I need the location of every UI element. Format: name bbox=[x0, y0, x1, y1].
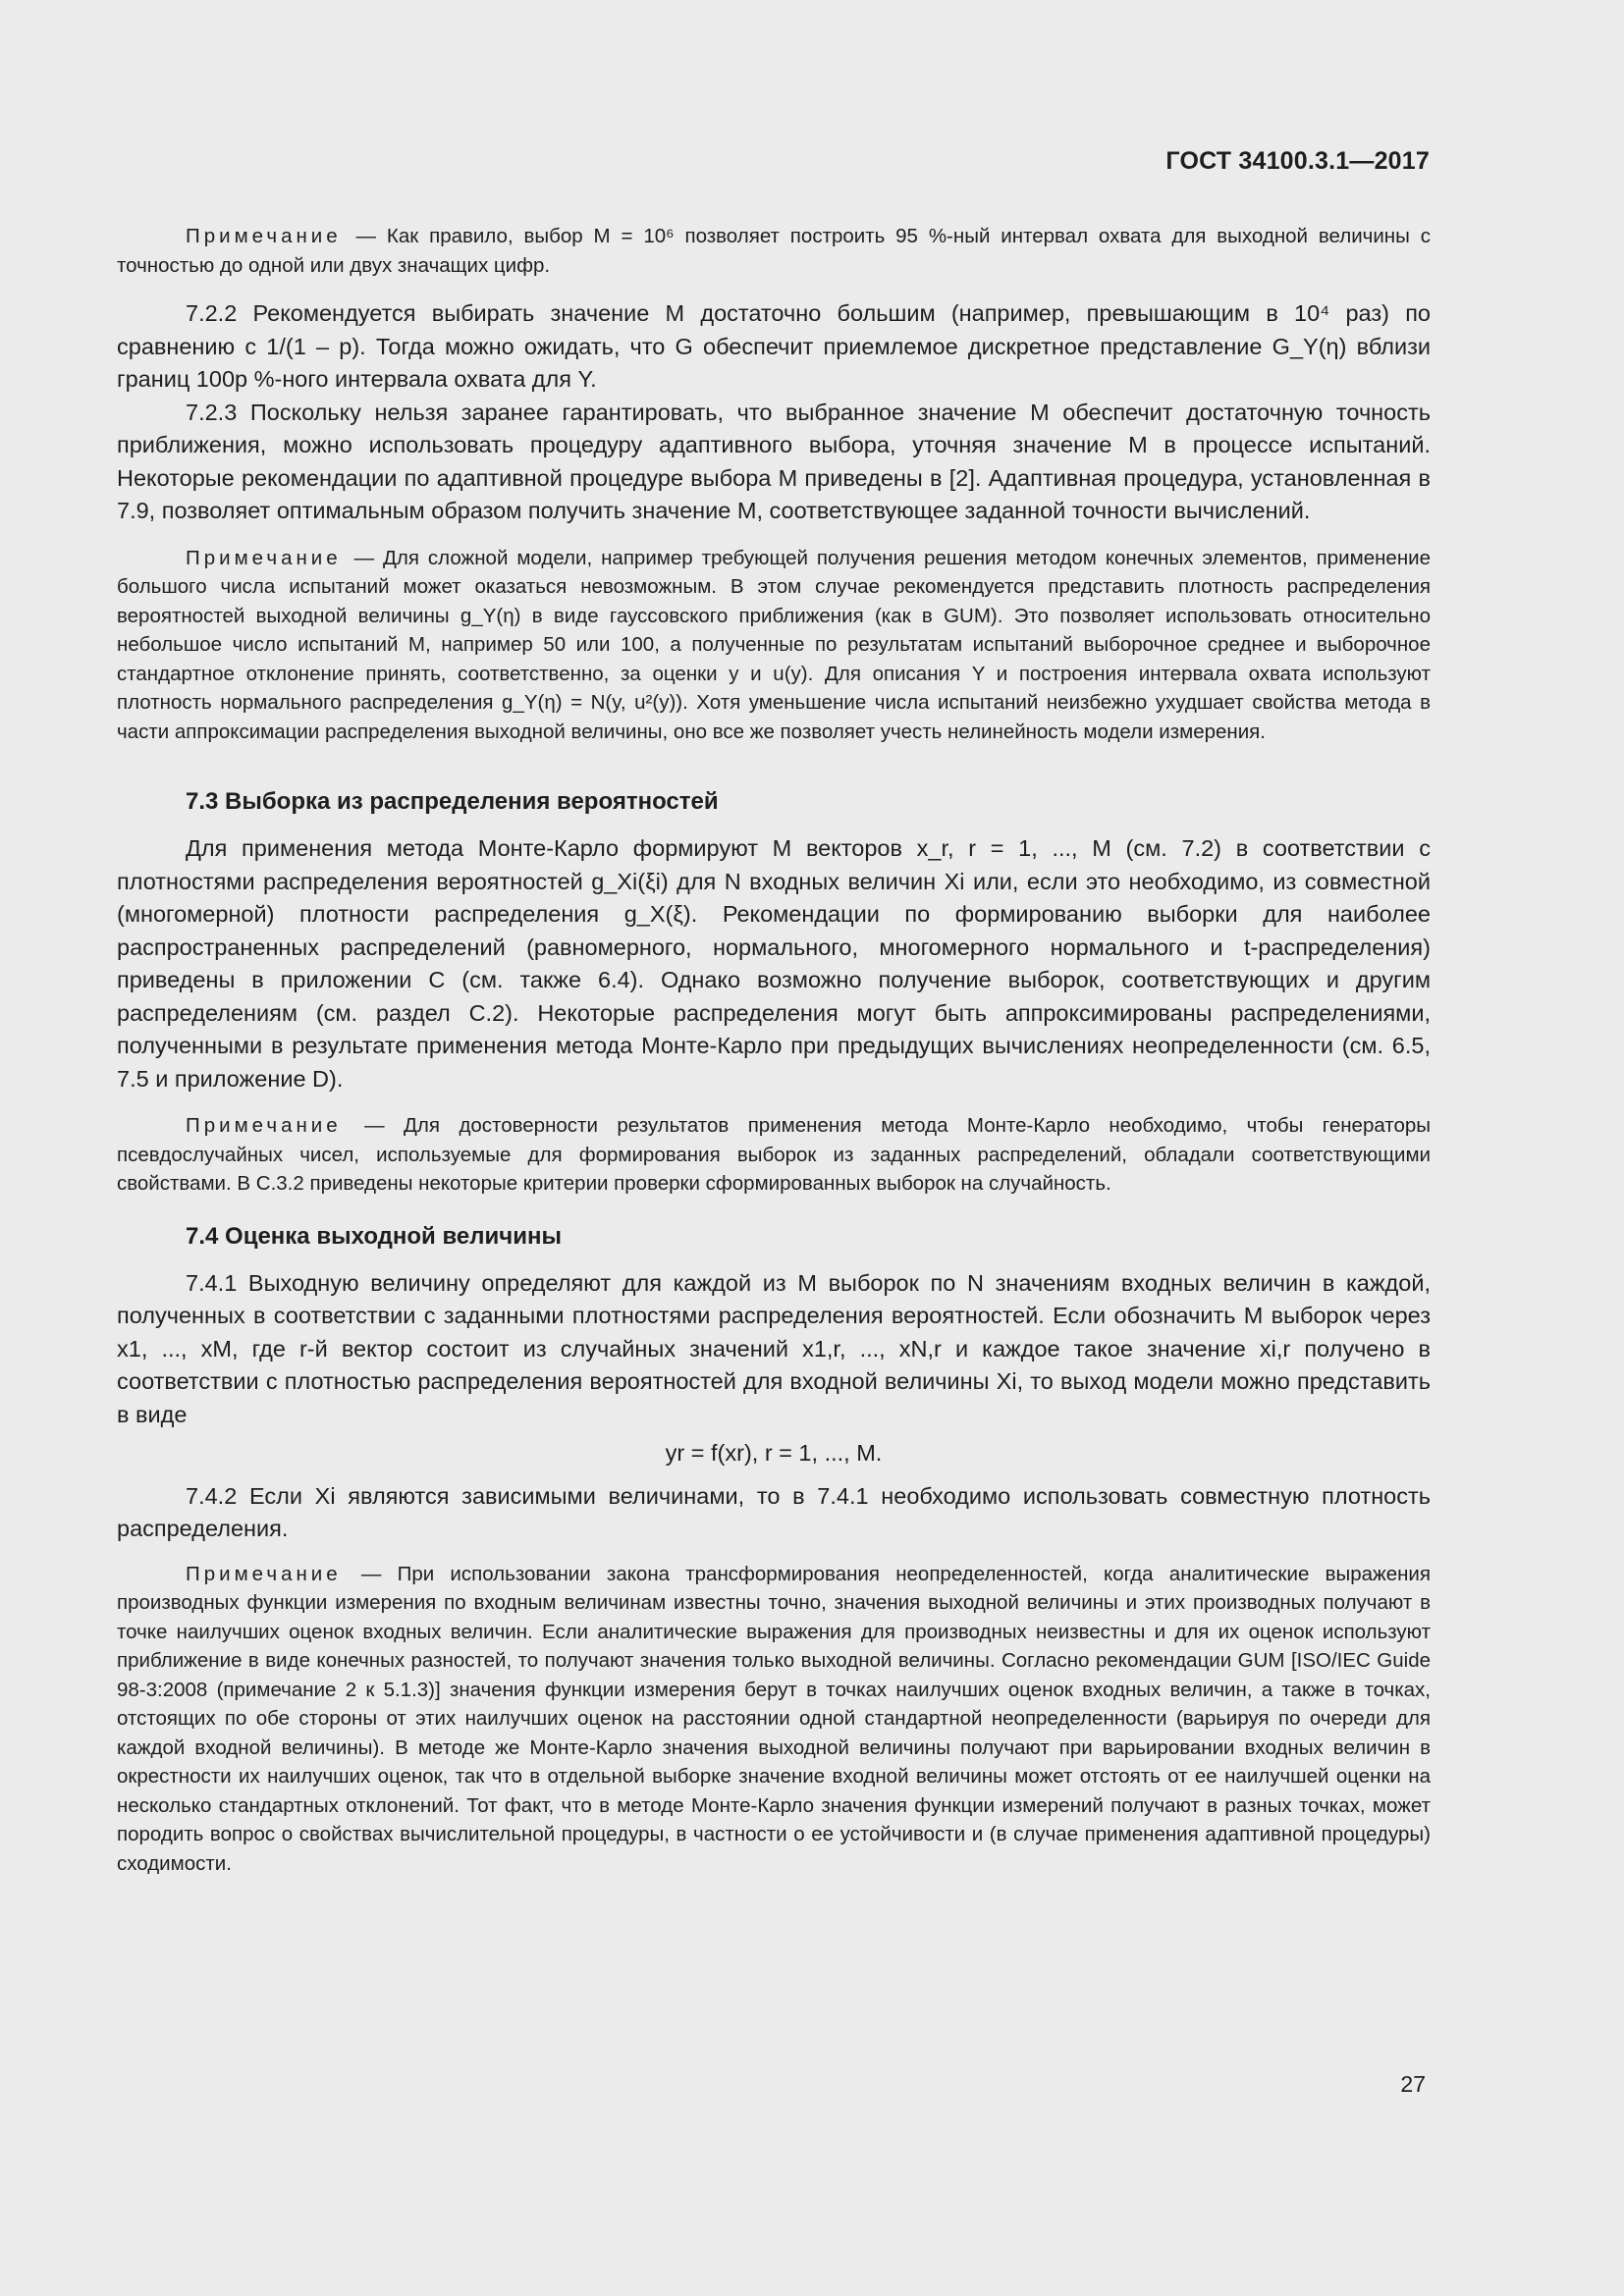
note-label: Примечание bbox=[186, 1562, 342, 1585]
section-heading-7-3: 7.3 Выборка из распределения вероятностей bbox=[186, 788, 719, 815]
formula: yr = f(xr), r = 1, ..., M. bbox=[665, 1440, 883, 1466]
note-label: Примечание bbox=[186, 225, 342, 247]
note-paragraph bbox=[117, 544, 1431, 747]
note-text: — При использовании закона трансформирования неопределенностей, когда аналитические выражения производных функции измерения по входным величинам известны точно, значения выходной величины и этих производных получают в точке наилучших оценок входных величин. Если аналитические выражения для производных неизвестны и для их оценок используют приближение в виде конечных разностей, то получают значения только выходной величины. Согласно рекомендации GUM [ISO/IEC Guide 98-3:2008 (примечание 2 к 5.1.3)] значения функции измерения берут в точках наилучших оценок входных величин, а также в точках, отстоящих по обе стороны от этих наилучших оценок на расстоянии одной стандартной неопределенности (варьируя по очереди для каждой входной величины). В методе же Монте-Карло значения выходной величины получают при варьировании входных величин в окрестности их наилучших оценок, так что в отдельной выборке значение входной величины может отстоять от ее наилучшей оценки на несколько стандартных отклонений. Тот факт, что в методе Монте-Карло значения функции измерений получают в разных точках, может породить вопрос о свойствах вычислительной процедуры, в частности о ее устойчивости и (в случае применения адаптивной процедуры) сходимости. bbox=[117, 1562, 1431, 1875]
note-label: Примечание bbox=[186, 1114, 342, 1137]
note-paragraph bbox=[117, 1111, 1431, 1199]
note-paragraph bbox=[117, 1560, 1431, 1879]
page-content bbox=[117, 222, 1431, 1878]
clause-7-3: Для применения метода Монте-Карло формируют M векторов x_r, r = 1, ..., M (см. 7.2) в соответствии с плотностями распределения вероятностей g_Xi(ξi) для N входных величин Xi или, если это необходимо, из совместной (многомерной) плотности распределения g_X(ξ). Рекомендации по формированию выборки для наиболее распространенных распределений (равномерного, нормального, многомерного нормального и t-распределения) приведены в приложении C (см. также 6.4). Однако возможно получение выборок, соответствующих и другим распределениям (см. раздел C.2). Некоторые распределения могут быть аппроксимированы распределениями, полученными в результате применения метода Монте-Карло при предыдущих вычислениях неопределенности (см. 6.5, 7.5 и приложение D). bbox=[117, 835, 1431, 1092]
clause-7-4-2: 7.4.2 Если Xi являются зависимыми величинами, то в 7.4.1 необходимо использовать совместную плотность распределения. bbox=[117, 1482, 1431, 1541]
note-text: — Для сложной модели, например требующей получения решения методом конечных элементов, применение большого числа испытаний может оказаться невозможным. В этом случае рекомендуется представить плотность распределения вероятностей выходной величины g_Y(η) в виде гауссовского приближения (как в GUM). Это позволяет использовать относительно небольшое число испытаний M, например 50 или 100, а полученные по результатам испытаний выборочное среднее и выборочное стандартное отклонение принять, соответственно, за оценки y и u(y). Для описания Y и построения интервала охвата используют плотность нормального распределения g_Y(η) = N(y, u²(y)). Хотя уменьшение числа испытаний неизбежно ухудшает свойства метода в части аппроксимации распределения выходной величины, оно все же позволяет учесть нелинейность модели измерения. bbox=[117, 546, 1431, 743]
clause-7-2-2: 7.2.2 Рекомендуется выбирать значение M достаточно большим (например, превышающим в 10⁴ раз) по сравнению с 1/(1 – p). Тогда можно ожидать, что G обеспечит приемлемое дискретное представление G_Y(η) вблизи границ 100p %-ного интервала охвата для Y. bbox=[117, 300, 1431, 392]
note-label: Примечание bbox=[186, 546, 342, 569]
section-heading-7-4: 7.4 Оценка выходной величины bbox=[186, 1222, 562, 1250]
page-number: 27 bbox=[1400, 2071, 1426, 2097]
note-text: — Как правило, выбор M = 10⁶ позволяет построить 95 %-ный интервал охвата для выходной величины с точностью до одной или двух значащих цифр. bbox=[117, 225, 1431, 277]
clause-7-2-3: 7.2.3 Поскольку нельзя заранее гарантировать, что выбранное значение M обеспечит достаточную точность приближения, можно использовать процедуру адаптивного выбора, уточняя значение M в процессе испытаний. Некоторые рекомендации по адаптивной процедуре выбора M приведены в [2]. Адаптивная процедура, установленная в 7.9, позволяет оптимальным образом получить значение M, соответствующее заданной точности вычислений. bbox=[117, 399, 1431, 523]
note-text: — Для достоверности результатов применения метода Монте-Карло необходимо, чтобы генераторы псевдослучайных чисел, используемые для формирования выборок из заданных распределений, обладали соответствующими свойствами. В C.3.2 приведены некоторые критерии проверки сформированных выборок на случайность. bbox=[117, 1114, 1431, 1195]
standard-header: ГОСТ 34100.3.1—2017 bbox=[1165, 147, 1430, 175]
note-paragraph bbox=[117, 222, 1431, 280]
clause-7-4-1: 7.4.1 Выходную величину определяют для каждой из M выборок по N значениям входных величин в каждой, полученных в соответствии с заданными плотностями распределения вероятностей. Если обозначить M выборок через x1, ..., xM, где r-й вектор состоит из случайных значений x1,r, ..., xN,r и каждое такое значение xi,r получено в соответствии с плотностью распределения вероятностей для входной величины Xi, то выход модели можно представить в виде bbox=[117, 1269, 1431, 1427]
